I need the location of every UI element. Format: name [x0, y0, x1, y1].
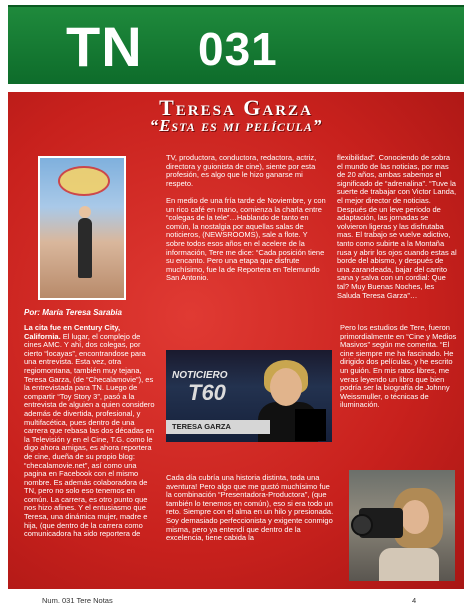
photographer-face	[401, 500, 429, 534]
black-box	[295, 409, 326, 441]
column-2-top-text: TV, productora, conductora, redactora, actriz, directora y guionista de cine), siente por esta profesión, es algo que le hizo ganarse mi respeto. En medio de una fría tarde de Noviembre, y con un rico café en mano, comienza la charla entre “colegas de la tele”…Hablando de tanto en común, la nostalgia por aquellas salas de noticieros, (NEWSROOMS), sale a flote. Y sobre todos esos años en el acelere de la información, Tere me dice: “Cada posición tiene su encanto. Pero una etapa que disfrute muchísimo, fue la de Reportera en Telemundo San Antonio.	[166, 153, 326, 283]
camera-lens	[351, 514, 373, 536]
photo-credit: Por: María Teresa Sarabia	[24, 308, 122, 317]
masthead	[8, 5, 464, 86]
lower-third	[166, 420, 270, 434]
photographer-arm	[379, 548, 439, 581]
column-1-body: El lugar, el complejo de cines AMC. Y ahí, dos colegas, por cierto “locayas”, encontrandose para una entrevista. Esta vez, otra regiomontana, también muy tejana, Teresa Garza, (de “Checalamovie”), es la entrevistada para TN. Luego de compartir “Toy Story 3”, pasó a la entrevista de alguien a quien considero además de divertida, profesional, y multifacética, pues dentro de una carrera que rebasa las dos décadas en la Televisión y en el Cine, T.G. como le digo ahora amigas, es ahora reportera de cine, dueña de su propio blog: “checalamovie.net”, así como una pagina en Facebook con el mismo nombre. Es además colaboradora de TN, pero no solo eso tenemos en común. La carrera, es otro punto que nos hizo afines. Y el entusiasmo que Teresa, una dinámica mujer, madre e hija, (que dentro de la carrera como comunicadora ha sido reportera de	[24, 331, 155, 539]
person-figure	[78, 218, 92, 278]
tv-logo-number: T60	[188, 380, 226, 405]
article-panel	[8, 92, 464, 589]
photo-century-city	[38, 156, 126, 300]
column-1-text	[24, 324, 157, 539]
column-1-lead: La cita fue en Century City, California.	[24, 323, 121, 341]
tv-logo-text: NOTICIERO	[172, 370, 228, 381]
divider	[8, 84, 464, 92]
column-3-top-text: flexibilidad”. Conociendo de sobra el mundo de las noticias, por mas de 20 años, ambas sabemos el significado de “adrenalina”. “Tuve la suerte de trabajar con Victor Landa, el mejor director de noticias. Después de un leve periodo de adaptación, las jornadas se volvieron ligeras y las disfrutaba mas. El trabajo se vuelve adictivo, tanto como subirte a la Montaña rusa y abrir los ojos cuando estas al borde del abismo, y después de una zarandeada, bajar del carrito sana y salva con un cordial: Que tal? Muy Buenas Noches, les Saluda Teresa Garza”…	[337, 153, 457, 300]
footer-issue: Num. 031 Tere Notas	[42, 596, 113, 605]
column-2-bottom-text: Cada día cubría una historia distinta, toda una aventura! Pero algo que me gustó muchísimo fue la combinación “Presentadora-Productora”, (que también lo tenemos en común), eso si era todo un reto. Siempre con el alma en un hilo y presionada. Soy demasiado perfeccionista y exigente conmigo misma, pero ya entendí que dentro de la excelencia, tiene cabida la	[166, 473, 334, 543]
photo-camera	[349, 470, 455, 581]
article-title: Teresa Garza	[159, 95, 313, 120]
person-head	[79, 206, 91, 218]
page-number: 4	[412, 596, 417, 605]
cinema-sign	[58, 166, 110, 196]
anchor-head	[270, 368, 302, 406]
column-3-mid-text: Pero los estudios de Tere, fueron primordialmente en “Cine y Medios Masivos” según me comenta. “El cine siempre me ha fascinado. He dirigido dos películas, y he escrito un guión. En mis ratos libres, me veras leyendo un libro que bien podría ser la biografía de Johnny Weissmuller, o técnicas de iluminación.	[340, 323, 457, 410]
issue-number: 031	[198, 23, 278, 75]
lower-third-name: TERESA GARZA	[172, 422, 231, 431]
masthead-logo: TN	[66, 15, 143, 78]
article-subtitle: “Esta es mi película”	[149, 116, 323, 135]
